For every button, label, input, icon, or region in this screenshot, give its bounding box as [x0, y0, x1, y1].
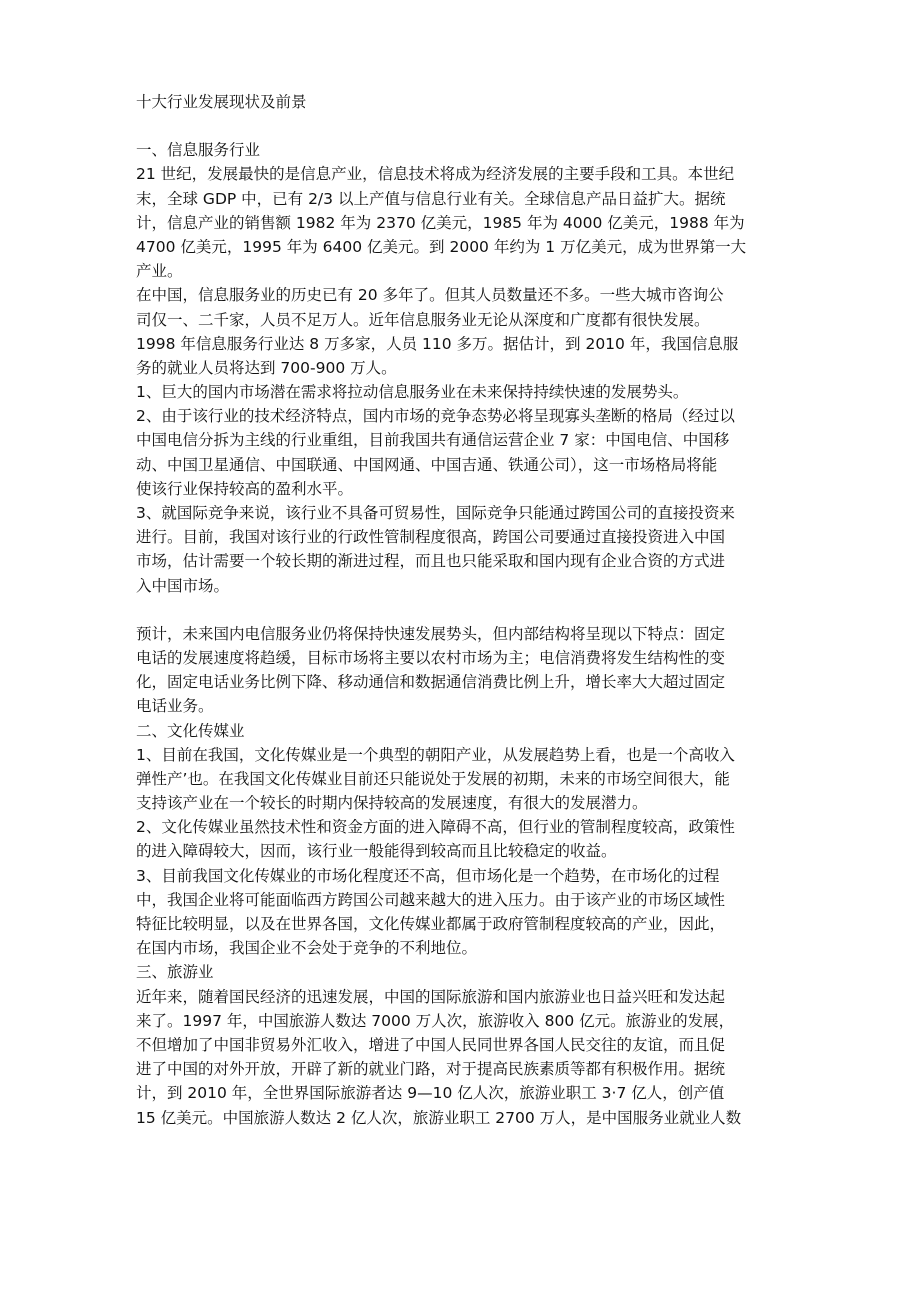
text-line: 3、就国际竞争来说，该行业不具备可贸易性，国际竞争只能通过跨国公司的直接投资来	[136, 504, 735, 522]
section-heading-info-services: 一、信息服务行业	[136, 141, 261, 160]
text-line: 特征比较明显，以及在世界各国，文化传媒业都属于政府管制程度较高的产业，因此，	[136, 915, 726, 933]
text-line: 来了。1997 年，中国旅游人数达 7000 万人次，旅游收入 800 亿元。旅游业的发展，	[136, 1011, 735, 1030]
section-body-culture-media	[136, 743, 796, 961]
text-line: 电话的发展速度将趋缓，目标市场将主要以农村市场为主；电信消费将发生结构性的变	[136, 648, 726, 667]
text-line: 进了中国的对外开放，开辟了新的就业门路，对于提高民族素质等都有积极作用。据统	[136, 1060, 726, 1079]
text-line: 计，信息产业的销售额 1982 年为 2370 亿美元，1985 年为 4000 亿美元，1988 年为	[136, 213, 745, 232]
text-line: 使该行业保持较高的盈利水平。	[136, 479, 354, 498]
text-line: 弹性产’也。在我国文化传媒业目前还只能说处于发展的初期，未来的市场空间很大，能	[136, 769, 730, 788]
text-line: 近年来，随着国民经济的迅速发展，中国的国际旅游和国内旅游业也日益兴旺和发达起	[136, 987, 726, 1006]
page-title: 十大行业发展现状及前景	[136, 93, 307, 111]
text-line: 市场，估计需要一个较长期的渐进过程，而且也只能采取和国内现有企业合资的方式进	[136, 552, 726, 571]
text-line: 化，固定电话业务比例下降、移动通信和数据通信消费比例上升，增长率大大超过固定	[136, 673, 726, 692]
paragraph-gap	[136, 598, 796, 622]
section-heading-tourism: 三、旅游业	[136, 963, 214, 982]
text-line: 司仅一、二千家，人员不足万人。近年信息服务业无论从深度和广度都有很快发展。	[136, 310, 710, 329]
text-line: 1998 年信息服务行业达 8 万多家，人员 110 多万。据估计，到 2010 年，我国信息服	[136, 334, 739, 353]
text-line: 末，全球 GDP 中，已有 2/3 以上产值与信息行业有关。全球信息产品日益扩大。据统	[136, 189, 726, 208]
text-line: 支持该产业在一个较长的时期内保持较高的发展速度，有很大的发展潜力。	[136, 794, 648, 813]
text-line: 2、文化传媒业虽然技术性和资金方面的进入障碍不高，但行业的管制程度较高，政策性	[136, 818, 735, 837]
text-line: 入中国市场。	[136, 576, 230, 595]
text-line: 产业。	[136, 262, 183, 281]
text-line: 预计，未来国内电信服务业仍将保持快速发展势头，但内部结构将呈现以下特点：固定	[136, 624, 726, 643]
text-line: 3、目前我国文化传媒业的市场化程度还不高，但市场化是一个趋势，在市场化的过程	[136, 866, 720, 885]
section-body-info-services	[136, 162, 796, 718]
document-body	[136, 90, 796, 1130]
text-line: 电话业务。	[136, 697, 214, 716]
text-line: 1、目前在我国，文化传媒业是一个典型的朝阳产业，从发展趋势上看，也是一个高收入	[136, 745, 735, 764]
text-line: 计，到 2010 年，全世界国际旅游者达 9—10 亿人次，旅游业职工 3·7 亿人，创产值	[136, 1084, 725, 1103]
section-heading-culture-media: 二、文化传媒业	[136, 721, 245, 740]
text-line: 进行。目前，我国对该行业的行政性管制程度很高，跨国公司要通过直接投资进入中国	[136, 528, 726, 547]
text-line: 不但增加了中国非贸易外汇收入，增进了中国人民同世界各国人民交往的友谊，而且促	[136, 1035, 726, 1054]
text-line: 在国内市场，我国企业不会处于竞争的不利地位。	[136, 939, 478, 958]
text-line: 在中国，信息服务业的历史已有 20 多年了。但其人员数量还不多。一些大城市咨询公	[136, 286, 724, 305]
text-line: 的进入障碍较大，因而，该行业一般能得到较高而且比较稳定的收益。	[136, 842, 617, 861]
text-line: 2、由于该行业的技术经济特点，国内市场的竞争态势必将呈现寡头垄断的格局（经过以	[136, 407, 735, 426]
text-line: 21 世纪，发展最快的是信息产业，信息技术将成为经济发展的主要手段和工具。本世纪	[136, 165, 735, 184]
text-line: 4700 亿美元，1995 年为 6400 亿美元。到 2000 年约为 1 万亿美元，成为世界第一大	[136, 237, 747, 256]
text-line: 中，我国企业将可能面临西方跨国公司越来越大的进入压力。由于该产业的市场区域性	[136, 890, 726, 909]
text-line: 15 亿美元。中国旅游人数达 2 亿人次，旅游业职工 2700 万人，是中国服务业就业人数	[136, 1108, 742, 1127]
text-line: 中国电信分拆为主线的行业重组，目前我国共有通信运营企业 7 家：中国电信、中国移	[136, 431, 730, 450]
text-line: 务的就业人员将达到 700-900 万人。	[136, 358, 397, 377]
text-line: 1、巨大的国内市场潜在需求将拉动信息服务业在未来保持持续快速的发展势头。	[136, 383, 689, 402]
text-line: 动、中国卫星通信、中国联通、中国网通、中国吉通、铁通公司），这一市场格局将能	[136, 455, 718, 474]
section-body-tourism	[136, 985, 796, 1130]
